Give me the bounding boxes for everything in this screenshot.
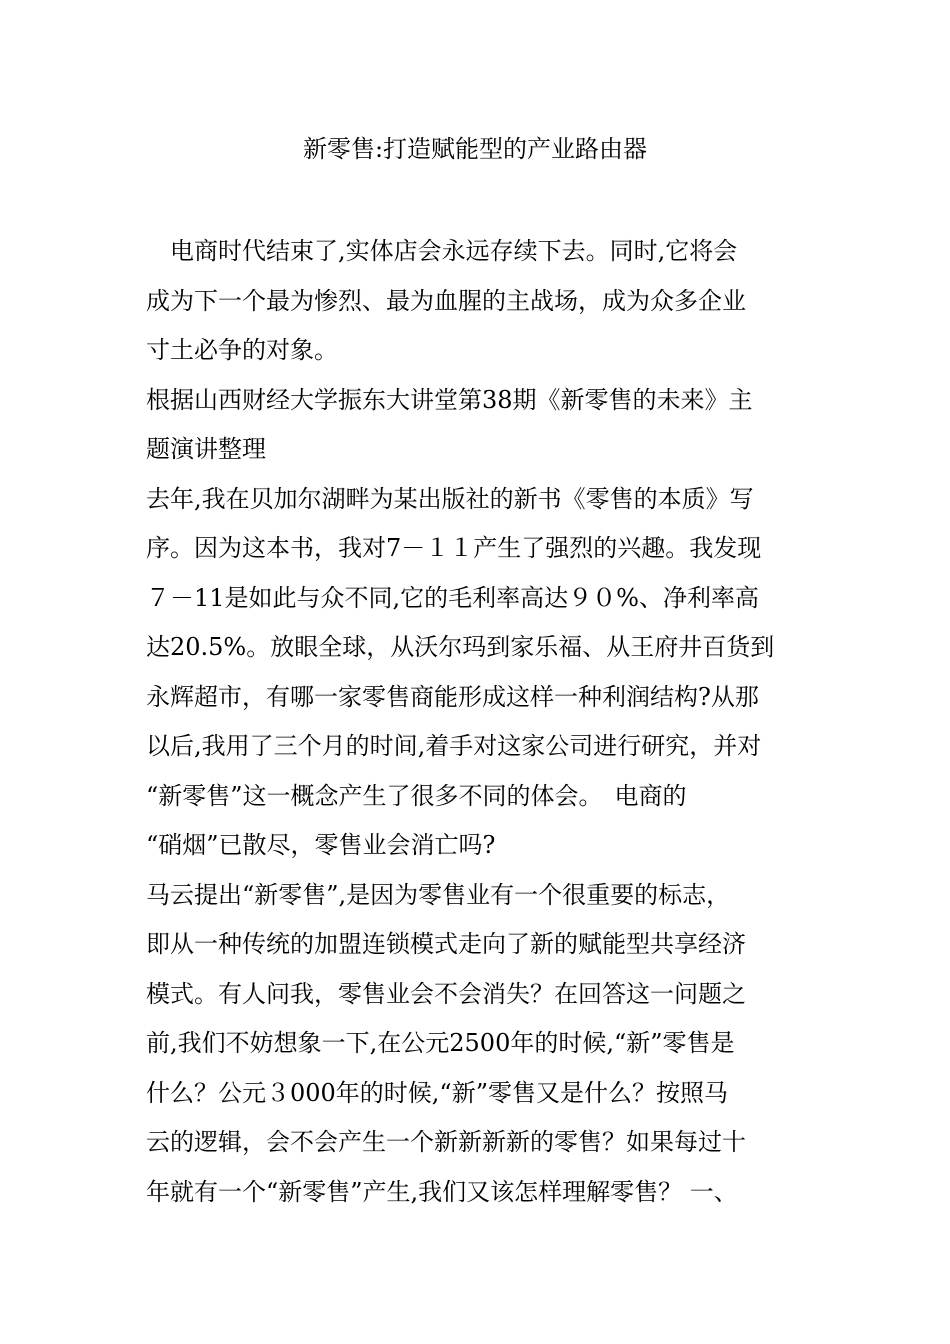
body-line-10: 永辉超市，有哪一家零售商能形成这样一种利润结构?从那	[146, 683, 759, 711]
document-title: 新零售:打造赋能型的产业路由器	[302, 135, 648, 163]
body-line-12: “新零售”这一概念产生了很多不同的体会。 电商的	[146, 782, 687, 810]
body-line-9: 达20.5%。放眼全球，从沃尔玛到家乐福、从王府井百货到	[146, 633, 775, 661]
body-line-1: 电商时代结束了,实体店会永远存续下去。同时,它将会	[146, 237, 738, 265]
body-line-14: 马云提出“新零售”,是因为零售业有一个很重要的标志，	[146, 881, 731, 909]
body-line-19: 云的逻辑，会不会产生一个新新新新的零售？如果每过十	[146, 1128, 746, 1156]
body-line-20: 年就有一个“新零售”产生,我们又该怎样理解零售？ 一、	[146, 1178, 738, 1206]
body-line-7: 序。因为这本书，我对7－１１产生了强烈的兴趣。我发现	[146, 534, 762, 562]
body-line-6: 去年,我在贝加尔湖畔为某出版社的新书《零售的本质》写	[146, 485, 754, 513]
body-line-2: 成为下一个最为惨烈、最为血腥的主战场，成为众多企业	[146, 287, 746, 315]
body-line-3: 寸土必争的对象。	[146, 336, 338, 364]
body-line-15: 即从一种传统的加盟连锁模式走向了新的赋能型共享经济	[146, 930, 746, 958]
body-line-13: “硝烟”已散尽，零售业会消亡吗?	[146, 831, 496, 859]
body-line-4: 根据山西财经大学振东大讲堂第38期《新零售的未来》主	[146, 386, 753, 414]
body-line-16: 模式。有人问我，零售业会不会消失？在回答这一问题之	[146, 980, 746, 1008]
body-line-5: 题演讲整理	[146, 435, 266, 463]
body-line-8: ７－11是如此与众不同,它的毛利率高达９０%、净利率高	[146, 584, 759, 612]
body-line-17: 前,我们不妨想象一下,在公元2500年的时候,“新”零售是	[146, 1029, 735, 1057]
body-line-18: 什么？公元３000年的时候,“新”零售又是什么？按照马	[146, 1079, 728, 1107]
body-line-11: 以后,我用了三个月的时间,着手对这家公司进行研究，并对	[146, 732, 762, 760]
